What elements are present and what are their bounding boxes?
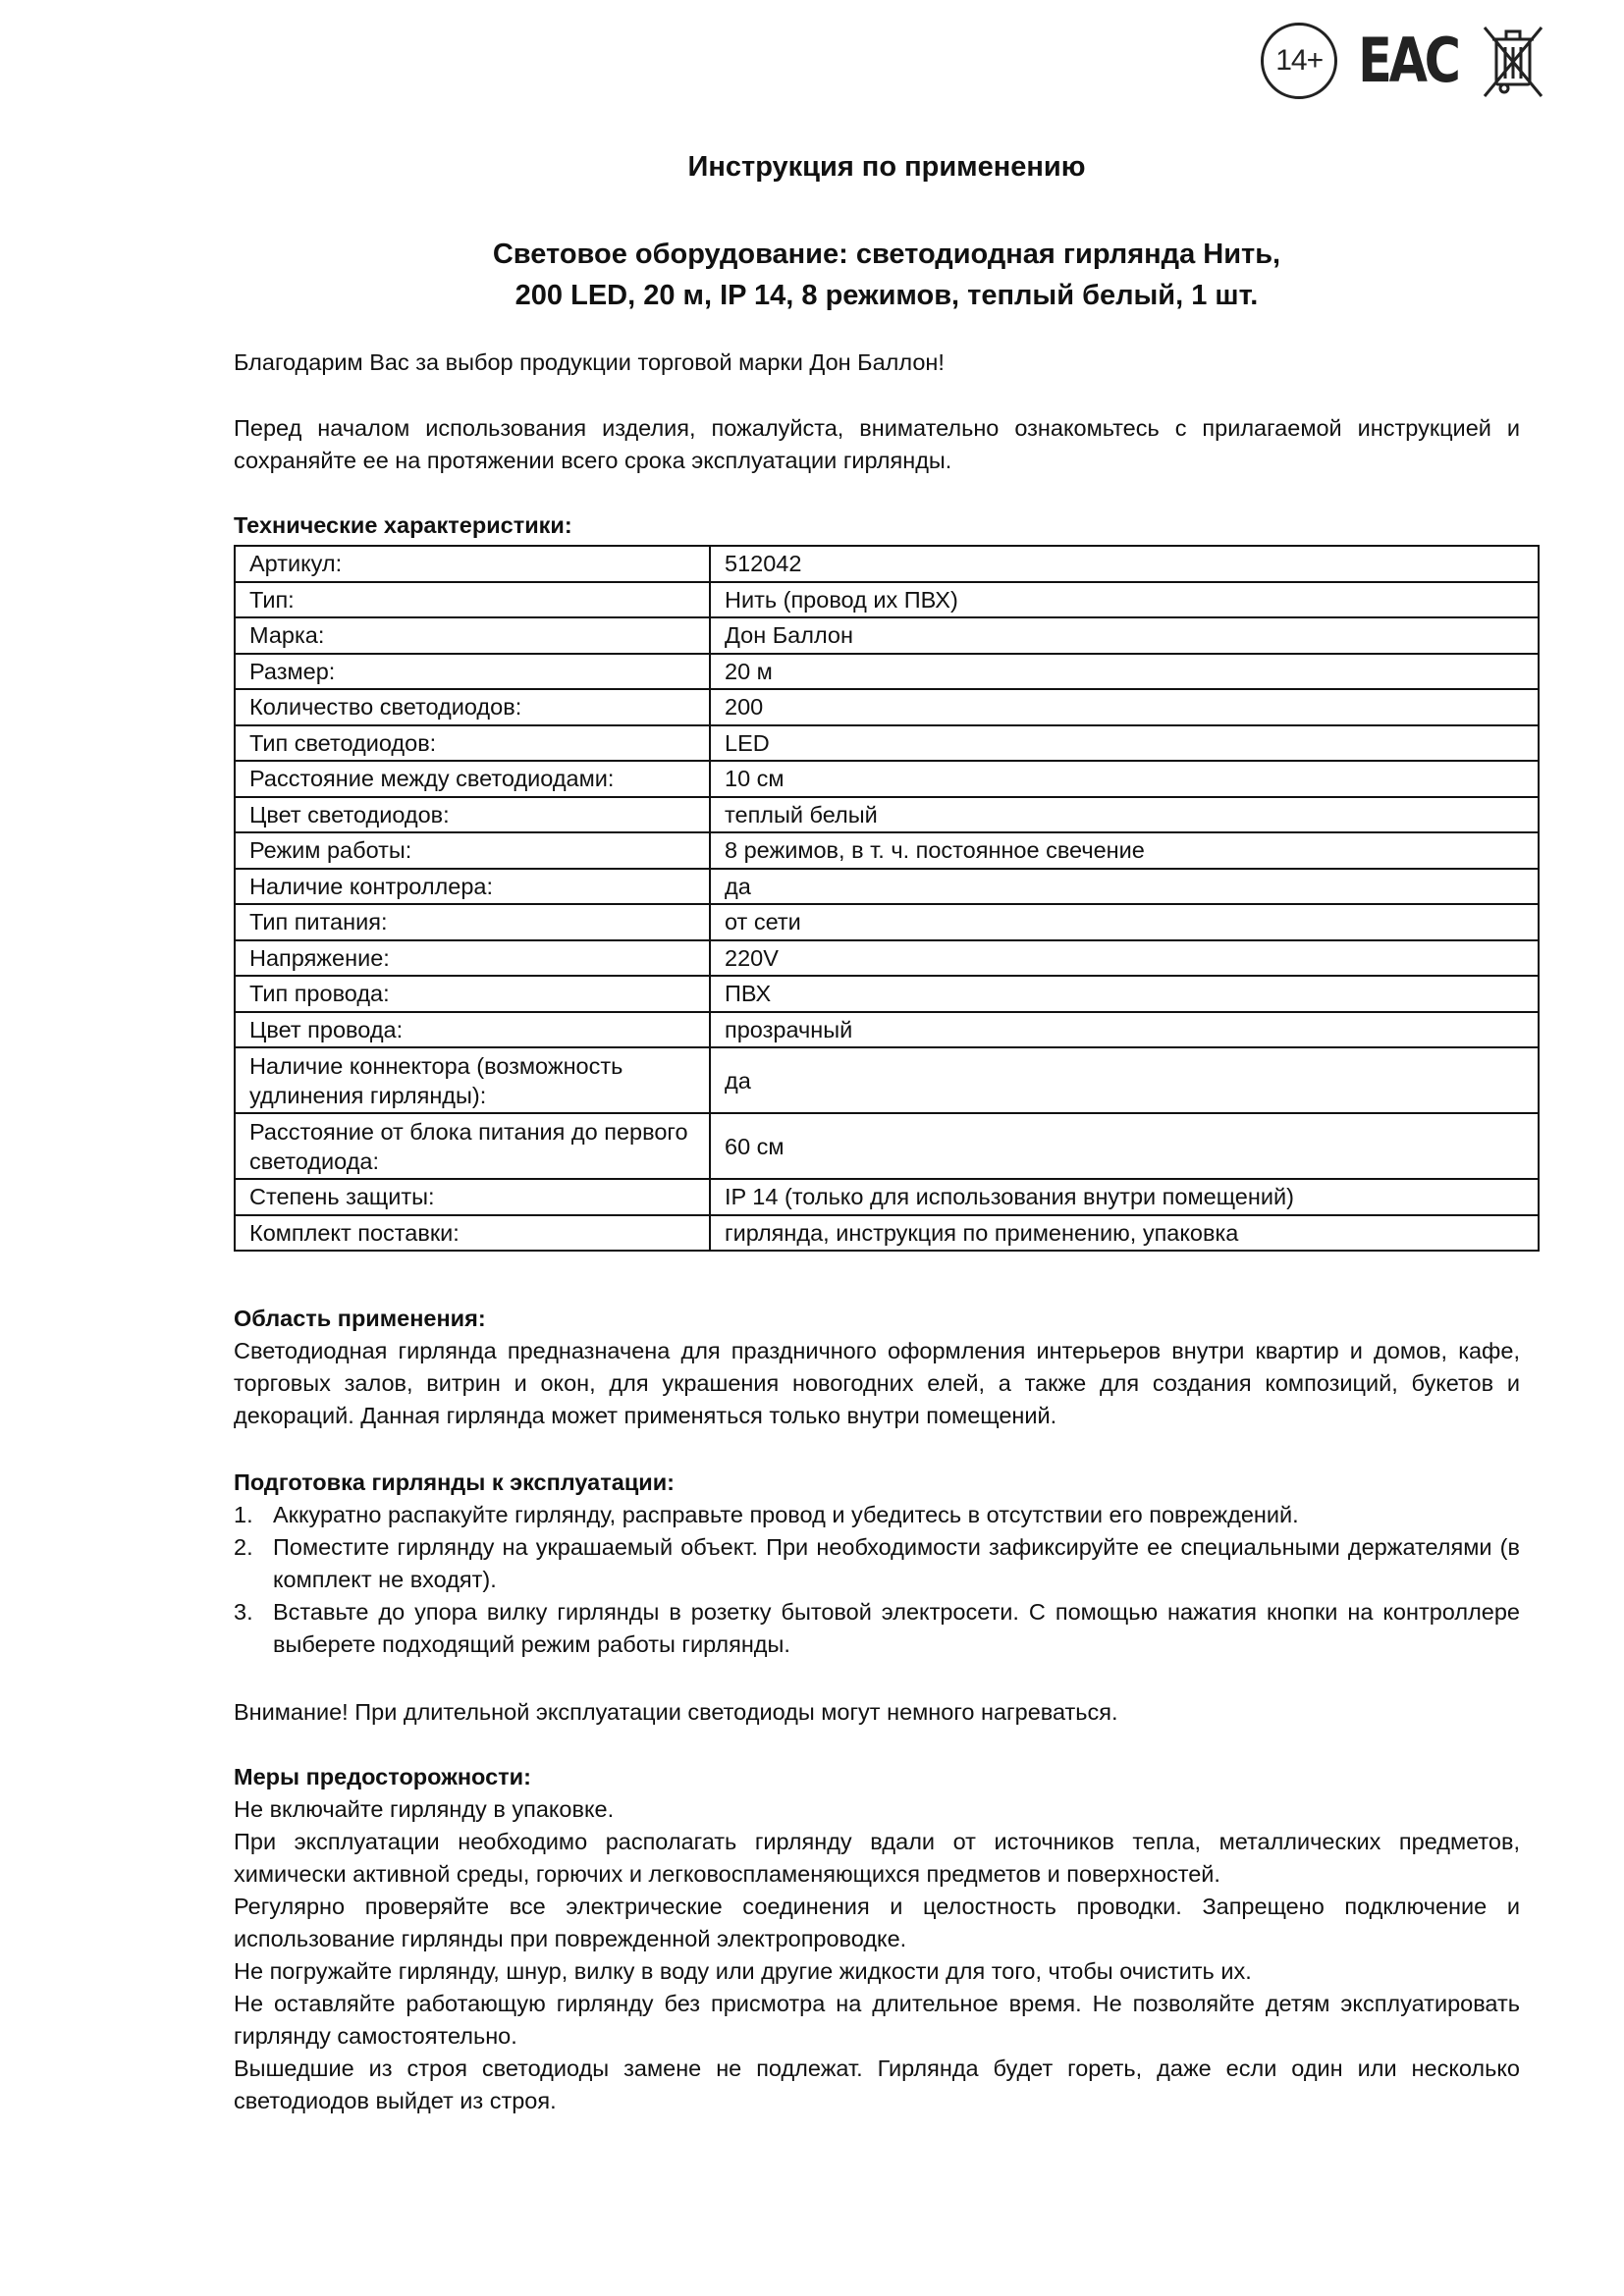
prep-steps	[234, 1499, 1520, 1661]
spec-label: Наличие контроллера:	[235, 869, 710, 905]
spec-value: 60 см	[710, 1113, 1539, 1179]
usage-heading: Область применения:	[234, 1306, 486, 1331]
list-item: Не оставляйте работающую гирлянду без присмотра на длительное время. Не позволяйте детям эксплуатировать гирлянду самостоятельно.	[234, 1991, 1520, 2049]
spec-value: Нить (провод их ПВХ)	[710, 582, 1539, 618]
table-row	[235, 654, 1539, 690]
table-row	[235, 797, 1539, 833]
table-row	[235, 1179, 1539, 1215]
spec-value: от сети	[710, 904, 1539, 940]
spec-value: да	[710, 1047, 1539, 1113]
age-rating-badge: 14+	[1261, 23, 1337, 99]
spec-label: Степень защиты:	[235, 1179, 710, 1215]
spec-label: Тип провода:	[235, 976, 710, 1012]
table-row	[235, 1215, 1539, 1252]
intro-text: Перед началом использования изделия, пожалуйста, внимательно ознакомьтесь с прилагаемой инструкцией и сохраняйте ее на протяжении всего срока эксплуатации гирлянды.	[234, 415, 1520, 473]
table-row	[235, 940, 1539, 977]
spec-label: Тип питания:	[235, 904, 710, 940]
spec-value: гирлянда, инструкция по применению, упаковка	[710, 1215, 1539, 1252]
warning-text: Внимание! При длительной эксплуатации светодиоды могут немного нагреваться.	[234, 1699, 1118, 1725]
spec-value: ПВХ	[710, 976, 1539, 1012]
spec-value: прозрачный	[710, 1012, 1539, 1048]
spec-label: Размер:	[235, 654, 710, 690]
spec-value: 512042	[710, 546, 1539, 582]
spec-value: 20 м	[710, 654, 1539, 690]
list-item: Регулярно проверяйте все электрические соединения и целостность проводки. Запрещено подключение и использование гирлянды при поврежденной электропроводке.	[234, 1894, 1520, 1951]
crossed-out-bin-icon	[1479, 22, 1547, 100]
thanks-text: Благодарим Вас за выбор продукции торговой марки Дон Баллон!	[234, 349, 945, 375]
specs-heading: Технические характеристики:	[234, 512, 572, 538]
list-item: Не включайте гирлянду в упаковке.	[234, 1796, 615, 1822]
prep-heading: Подготовка гирлянды к эксплуатации:	[234, 1469, 675, 1495]
table-row	[235, 689, 1539, 725]
list-item: 2. Поместите гирлянду на украшаемый объект. При необходимости зафиксируйте ее специальными держателями (в комплект не входят).	[234, 1534, 1520, 1592]
spec-label: Цвет светодиодов:	[235, 797, 710, 833]
document-title: Инструкция по применению	[687, 151, 1086, 183]
spec-label: Тип светодиодов:	[235, 725, 710, 762]
usage-text: Светодиодная гирлянда предназначена для праздничного оформления интерьеров внутри квартир и домов, кафе, торговых залов, витрин и окон, для украшения новогодних елей, а также для создания композиций, букетов и декораций. Данная гирлянда может применяться только внутри помещений.	[234, 1338, 1520, 1428]
spec-label: Количество светодиодов:	[235, 689, 710, 725]
table-row	[235, 546, 1539, 582]
table-row	[235, 1012, 1539, 1048]
list-item: 1. Аккуратно распакуйте гирлянду, расправьте провод и убедитесь в отсутствии его повреждений.	[234, 1502, 1299, 1527]
spec-value: 10 см	[710, 761, 1539, 797]
specs-table	[234, 545, 1540, 1252]
table-row	[235, 617, 1539, 654]
list-item: Вышедшие из строя светодиоды замене не подлежат. Гирлянда будет гореть, даже если один или несколько светодиодов выйдет из строя.	[234, 2056, 1520, 2113]
table-row	[235, 582, 1539, 618]
list-item: 3. Вставьте до упора вилку гирлянды в розетку бытовой электросети. С помощью нажатия кнопки на контроллере выберете подходящий режим работы гирлянды.	[234, 1599, 1520, 1657]
table-row	[235, 869, 1539, 905]
spec-value: Дон Баллон	[710, 617, 1539, 654]
spec-label: Расстояние от блока питания до первого светодиода:	[235, 1113, 710, 1179]
spec-label: Цвет провода:	[235, 1012, 710, 1048]
spec-label: Тип:	[235, 582, 710, 618]
table-row	[235, 832, 1539, 869]
table-row	[235, 976, 1539, 1012]
spec-value: 220V	[710, 940, 1539, 977]
spec-value: да	[710, 869, 1539, 905]
eac-mark: EAC	[1358, 25, 1458, 96]
list-item: При эксплуатации необходимо располагать гирлянду вдали от источников тепла, металлических предметов, химически активной среды, горючих и легковоспламеняющихся предметов и поверхностей.	[234, 1829, 1520, 1887]
product-title-line-1: Световое оборудование: светодиодная гирлянда Нить,	[492, 239, 1281, 270]
spec-value: 8 режимов, в т. ч. постоянное свечение	[710, 832, 1539, 869]
spec-value: LED	[710, 725, 1539, 762]
table-row	[235, 1047, 1539, 1113]
spec-label: Артикул:	[235, 546, 710, 582]
spec-label: Наличие коннектора (возможность удлинения гирлянды):	[235, 1047, 710, 1113]
certification-marks	[1261, 22, 1547, 100]
table-row	[235, 725, 1539, 762]
table-row	[235, 761, 1539, 797]
spec-value: IP 14 (только для использования внутри помещений)	[710, 1179, 1539, 1215]
safety-heading: Меры предосторожности:	[234, 1764, 531, 1789]
spec-value: теплый белый	[710, 797, 1539, 833]
table-row	[235, 904, 1539, 940]
spec-label: Марка:	[235, 617, 710, 654]
safety-list	[234, 1793, 1520, 2117]
product-title-line-2: 200 LED, 20 м, IP 14, 8 режимов, теплый белый, 1 шт.	[514, 280, 1259, 311]
spec-label: Режим работы:	[235, 832, 710, 869]
product-title	[234, 234, 1540, 316]
list-item: Не погружайте гирлянду, шнур, вилку в воду или другие жидкости для того, чтобы очистить их.	[234, 1958, 1252, 1984]
spec-label: Напряжение:	[235, 940, 710, 977]
spec-label: Комплект поставки:	[235, 1215, 710, 1252]
table-row	[235, 1113, 1539, 1179]
spec-value: 200	[710, 689, 1539, 725]
spec-label: Расстояние между светодиодами:	[235, 761, 710, 797]
